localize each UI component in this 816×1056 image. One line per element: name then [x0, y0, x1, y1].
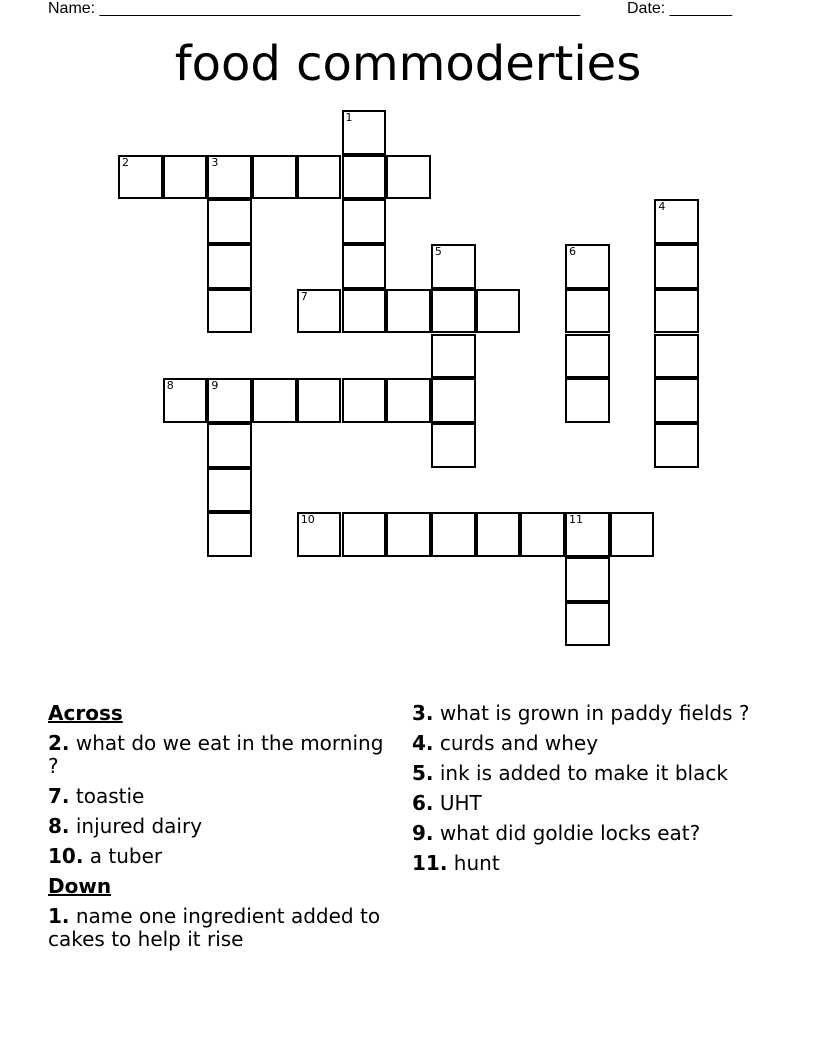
grid-cell[interactable]	[565, 289, 610, 334]
clue-item-number: 4.	[412, 731, 434, 755]
grid-cell[interactable]	[342, 110, 387, 155]
clue-item-text: UHT	[439, 791, 482, 815]
grid-cell[interactable]	[342, 155, 387, 200]
clue-item-text: ink is added to make it black	[439, 761, 728, 785]
grid-cell[interactable]	[431, 244, 476, 289]
grid-cell[interactable]	[118, 155, 163, 200]
grid-cell[interactable]	[654, 334, 699, 379]
clue-number: 4	[658, 200, 666, 214]
clue-item-text: what do we eat in the morning ?	[48, 731, 384, 778]
grid-cell[interactable]	[342, 289, 387, 334]
grid-cell[interactable]	[207, 289, 252, 334]
grid-cell[interactable]	[297, 289, 342, 334]
clue-item	[412, 822, 752, 845]
grid-cell[interactable]	[431, 378, 476, 423]
clue-number: 1	[345, 111, 353, 124]
grid-cell[interactable]	[431, 512, 476, 557]
grid-cell[interactable]	[386, 378, 431, 423]
clue-item-number: 1.	[48, 904, 70, 928]
clue-item-number: 2.	[48, 731, 70, 755]
clue-number: 9	[211, 379, 219, 393]
clue-item	[412, 762, 752, 785]
clue-number: 8	[166, 379, 174, 393]
clue-item-text: what is grown in paddy fields ?	[439, 701, 750, 725]
clue-item	[412, 852, 752, 875]
grid-cell[interactable]	[386, 289, 431, 334]
clue-item-text: hunt	[453, 851, 500, 875]
grid-cell[interactable]	[386, 512, 431, 557]
grid-cell[interactable]	[207, 244, 252, 289]
grid-cell[interactable]	[252, 155, 297, 200]
clue-item	[48, 732, 388, 778]
grid-cell[interactable]	[654, 289, 699, 334]
grid-cell[interactable]	[610, 512, 655, 557]
grid-cell[interactable]	[654, 423, 699, 468]
page-title: food commoderties	[174, 36, 642, 92]
clue-item	[412, 732, 752, 755]
date-line: Date: _______	[627, 0, 732, 17]
clue-item-text: name one ingredient added to cakes to help it rise	[48, 904, 381, 951]
clue-item	[48, 815, 388, 838]
clue-number: 5	[434, 245, 442, 259]
name-line: Name: ______________________________________________________	[48, 0, 581, 17]
clue-item-number: 7.	[48, 784, 70, 808]
grid-cell[interactable]	[565, 244, 610, 289]
clue-number: 3	[211, 155, 219, 169]
grid-cell[interactable]	[431, 334, 476, 379]
clue-item-text: toastie	[75, 784, 145, 808]
clue-item	[48, 845, 388, 868]
grid-cell[interactable]	[207, 378, 252, 423]
clue-item-text: a tuber	[89, 844, 163, 868]
clues-left-column	[48, 702, 388, 958]
grid-cell[interactable]	[565, 334, 610, 379]
clue-item-text: curds and whey	[439, 731, 599, 755]
clue-item-number: 11.	[412, 851, 448, 875]
clue-section-heading: Across	[48, 701, 123, 725]
clue-item-number: 6.	[412, 791, 434, 815]
grid-cell[interactable]	[654, 199, 699, 244]
grid-cell[interactable]	[207, 423, 252, 468]
clue-number: 2	[122, 155, 129, 169]
grid-cell[interactable]	[520, 512, 565, 557]
grid-cell[interactable]	[476, 289, 521, 334]
grid-cell[interactable]	[654, 244, 699, 289]
clue-item	[48, 905, 388, 951]
clue-number: 6	[569, 245, 576, 259]
clue-item-number: 8.	[48, 814, 70, 838]
clue-number: 11	[569, 513, 583, 527]
grid-cell[interactable]	[565, 557, 610, 602]
grid-cell[interactable]	[342, 378, 387, 423]
grid-cell[interactable]	[654, 378, 699, 423]
grid-cell[interactable]	[565, 602, 610, 647]
grid-cell[interactable]	[342, 244, 387, 289]
grid-cell[interactable]	[207, 468, 252, 513]
clue-item-number: 9.	[412, 821, 434, 845]
grid-cell[interactable]	[207, 512, 252, 557]
grid-cell[interactable]	[163, 155, 208, 200]
grid-cell[interactable]	[431, 423, 476, 468]
clue-item	[48, 785, 388, 808]
grid-cell[interactable]	[476, 512, 521, 557]
clue-section-heading: Down	[48, 874, 112, 898]
clue-number: 7	[300, 289, 308, 303]
grid-cell[interactable]	[431, 289, 476, 334]
clue-item-number: 10.	[48, 844, 84, 868]
grid-cell[interactable]	[342, 199, 387, 244]
clue-item-number: 5.	[412, 761, 434, 785]
clues-right-column	[412, 702, 752, 882]
grid-cell[interactable]	[297, 512, 342, 557]
clue-item	[412, 702, 752, 725]
grid-cell[interactable]	[386, 155, 431, 200]
clue-number: 10	[300, 513, 315, 527]
grid-cell[interactable]	[342, 512, 387, 557]
grid-cell[interactable]	[252, 378, 297, 423]
grid-cell[interactable]	[297, 155, 342, 200]
clue-item-text: what did goldie locks eat?	[439, 821, 701, 845]
grid-cell[interactable]	[297, 378, 342, 423]
grid-cell[interactable]	[207, 155, 252, 200]
clue-item	[412, 792, 752, 815]
grid-cell[interactable]	[565, 512, 610, 557]
clue-item-text: injured dairy	[75, 814, 203, 838]
clue-item-number: 3.	[412, 701, 434, 725]
grid-cell[interactable]	[565, 378, 610, 423]
grid-cell[interactable]	[207, 199, 252, 244]
grid-cell[interactable]	[163, 378, 208, 423]
